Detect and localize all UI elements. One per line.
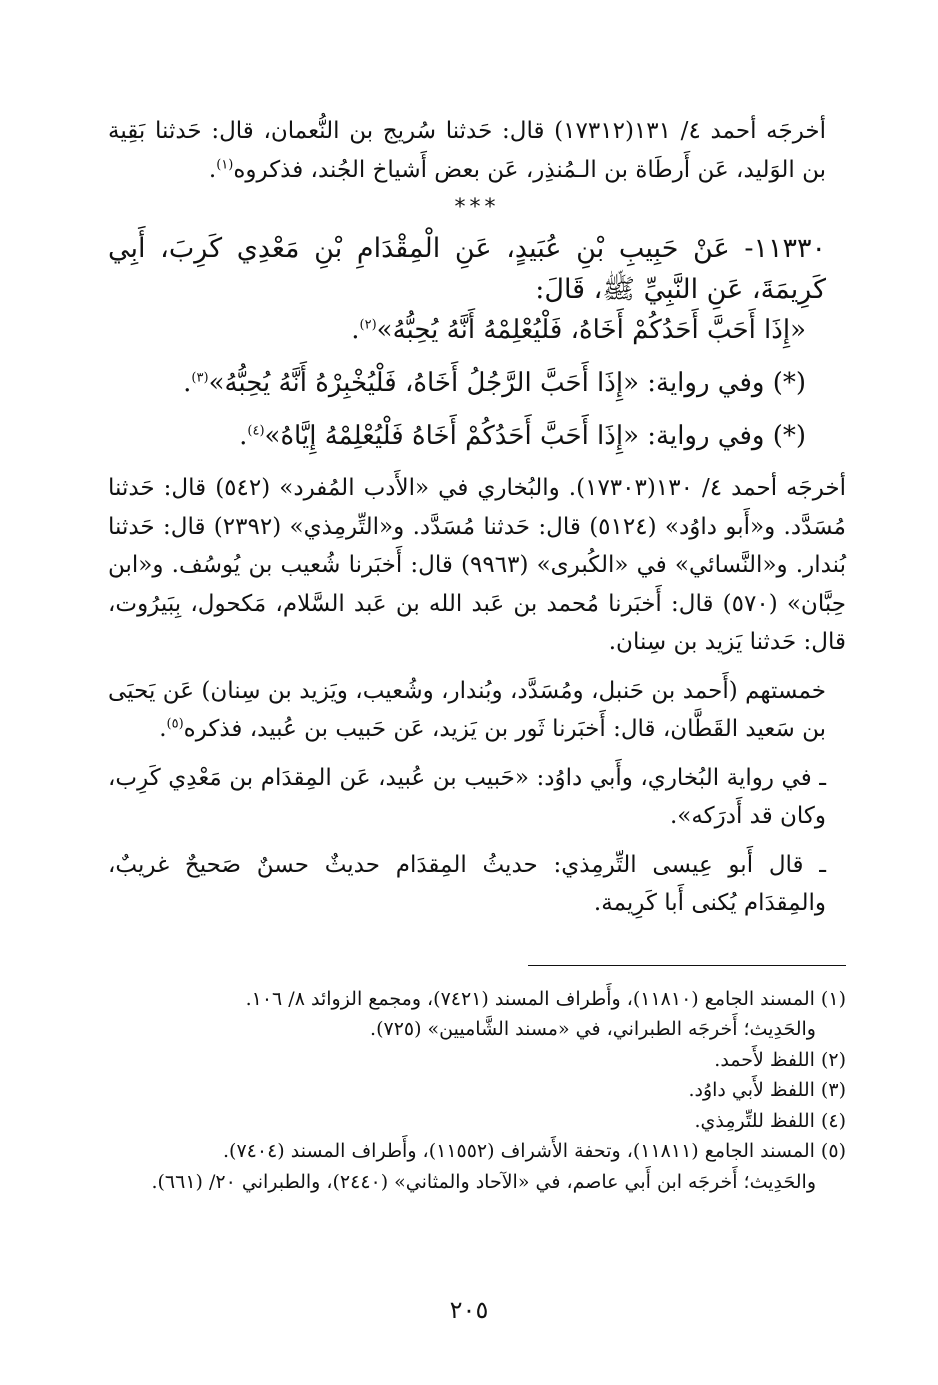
hadith-heading: ١١٣٣٠- عَنْ حَبِيبِ بْنِ عُبَيدٍ، عَنِ الْمِقْدَامِ بْنِ مَعْدِي كَرِبَ، أَبِي كَرِيمَةَ، عَنِ النَّبِيِّ ﷺ، قَالَ: (108, 233, 826, 305)
takhrij-paragraph-3: خمستهم (أَحمد بن حَنبل، ومُسَدَّد، وبُندار، وشُعيب، ويَزيد بن سِنان) عَن يَحيَى بن سَعيد القَطَّان، قال: أَخبَرنا ثَور بن يَزيد، عَن حَبيب بن عُبيد، فذكره$^{(٥)}$. (108, 677, 826, 742)
footnote-4: (٤) اللفظ للتِّرمِذي. (694, 1109, 846, 1132)
page-number: ٢٠٥ (449, 1296, 489, 1324)
footnote-1: (١) المسند الجامع (١١٨١٠)، وأَطراف المسند (٧٤٢١)، ومجمع الزوائد ٨/ ١٠٦. (245, 987, 846, 1010)
footnote-divider (528, 965, 846, 966)
footnote-5: (٥) المسند الجامع (١١٨١١)، وتحفة الأَشراف (١١٥٥٢)، وأَطراف المسند (٧٤٠٤). (223, 1140, 846, 1162)
footnote-ref-2[interactable]: (٢) (359, 317, 377, 333)
note-tirmidhi: ـ قال أَبو عِيسى التِّرمِذي: حديثُ المِقدَام حديثٌ حسنٌ صَحيحٌ غريبٌ، والمِقدَام يُكنى أَبا كَرِيمة. (108, 851, 826, 916)
note-bukhari-abudawud: ـ في رواية البُخاري، وأَبي داوُد: «حَبيب بن عُبيد، عَن المِقدَام بن مَعْدِي كَرِب، وكان قد أَدرَكه». (108, 764, 826, 829)
footnote-2: (٢) اللفظ لأَحمد. (714, 1048, 846, 1071)
footnote-ref-3[interactable]: (٣) (191, 370, 209, 386)
footnote-ref-5[interactable]: (٥) (166, 716, 184, 732)
footnote-3: (٣) اللفظ لأَبي داوُد. (688, 1079, 846, 1101)
main-text (108, 112, 846, 923)
footnote-1-continued: والحَدِيث؛ أَخرجَه الطبراني، في «مسند الشَّاميين» (٧٢٥). (370, 1018, 816, 1040)
takhrij-paragraph-1: أخرجَه أحمد ٤/ ١٣١(١٧٣١٢) قال: حَدثنا سُريج بن النُّعمان، قال: حَدثنا بَقِية بن الوَليد، عَن أَرطَاة بن الـمُنذِر، عَن بعض أَشياخ الجُند، فذكروه$^{(١)}$. (108, 118, 826, 183)
hadith-text: «إِذَا أَحَبَّ أَحَدُكُمْ أَخَاهُ، فَلْيُعْلِمْهُ أَنَّهُ يُحِبُّهُ»$^{(٢)}$. (351, 315, 806, 345)
section-separator: *** (454, 195, 500, 220)
hadith-variant-1: (*) وفي رواية: «إِذَا أَحَبَّ الرَّجُلُ أَخَاهُ، فَلْيُخْبِرْهُ أَنَّهُ يُحِبُّهُ»$^{(٣)}$. (183, 368, 806, 398)
footnote-ref-4[interactable]: (٤) (247, 423, 265, 439)
footnotes (108, 984, 846, 1198)
takhrij-paragraph-2: أخرجَه أحمد ٤/ ١٣٠(١٧٣٠٣). والبُخاري في «الأَدب المُفرد» (٥٤٢) قال: حَدثنا مُسَدَّد. و«أَبو داوُد» (٥١٢٤) قال: حَدثنا مُسَدَّد. و«التِّرمِذي» (٢٣٩٢) قال: حَدثنا بُندار. و«النَّسائي» في «الكُبرى» (٩٩٦٣) قال: أَخبَرنا شُعيب بن يُوسُف. و«ابن حِبَّان» (٥٧٠) قال: أَخبَرنا مُحمد بن عَبد الله بن عَبد السَّلام، مَكحول، بِبَيرُوت، قال: حَدثنا يَزيد بن سِنان. (108, 475, 847, 655)
hadith-variant-2: (*) وفي رواية: «إِذَا أَحَبَّ أَحَدُكُمْ أَخَاهُ فَلْيُعْلِمْهُ إِيَّاهُ»$^{(٤)}$. (239, 421, 806, 451)
footnote-ref-1[interactable]: (١) (216, 156, 234, 172)
footnote-5-continued: والحَدِيث؛ أَخرجَه ابن أَبي عاصم، في «الآحاد والمثاني» (٢٤٤٠)، والطبراني ٢٠/ (٦٦١). (151, 1170, 816, 1193)
